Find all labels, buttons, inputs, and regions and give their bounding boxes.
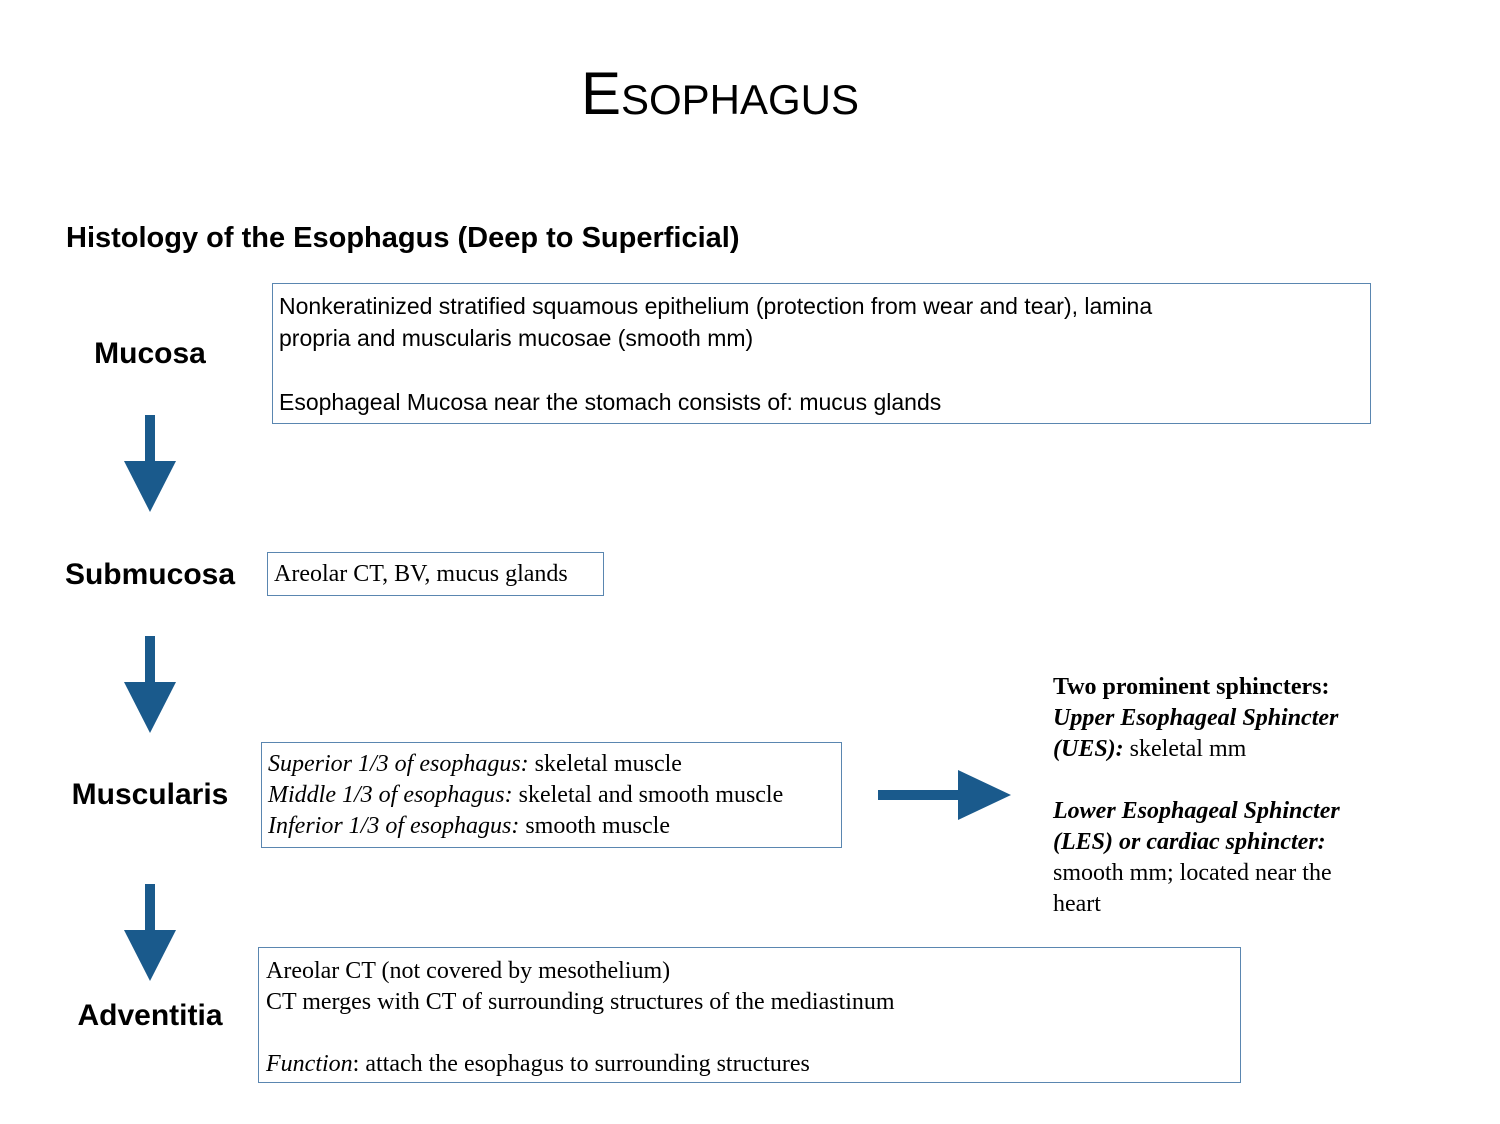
adventitia-text-line: CT merges with CT of surrounding structures of the mediastinum [266,989,895,1015]
muscularis-term: Inferior 1/3 of esophagus: [268,813,520,839]
submucosa-text: Areolar CT, BV, mucus glands [274,561,568,587]
les-description: heart [1053,891,1101,917]
muscularis-row [268,749,841,780]
muscularis-desc: smooth muscle [519,813,670,839]
adventitia-function-term: Function [266,1051,353,1077]
layer-label-submucosa: Submucosa [64,558,236,591]
adventitia-text-line: Areolar CT (not covered by mesothelium) [266,958,671,984]
page-title: Esophagus [580,60,860,127]
ues-line [1053,734,1453,765]
down-arrow-icon [120,636,180,734]
right-arrow-icon [878,768,1013,822]
mucosa-text-line: Esophageal Mucosa near the stomach consists of: mucus glands [279,389,942,415]
adventitia-function-line [266,1049,1240,1080]
ues-term: Upper Esophageal Sphincter [1053,705,1339,731]
mucosa-text-line: propria and muscularis mucosae (smooth mm) [279,325,754,351]
muscularis-term: Superior 1/3 of esophagus: [268,751,529,777]
mucosa-text-line: Nonkeratinized stratified squamous epithelium (protection from wear and tear), lamina [279,293,1153,319]
ues-term-abbrev: (UES): [1053,736,1124,762]
muscularis-desc: skeletal and smooth muscle [512,782,784,808]
down-arrow-icon [120,884,180,982]
sphincter-heading: Two prominent sphincters: [1053,674,1330,700]
diagram-subtitle: Histology of the Esophagus (Deep to Superficial) [66,222,740,254]
adventitia-description-box [258,947,1241,1083]
les-description: smooth mm; located near the [1053,860,1332,886]
layer-label-mucosa: Mucosa [94,337,206,370]
sphincter-notes [1053,672,1453,920]
les-term-abbrev: (LES) or cardiac sphincter: [1053,829,1326,855]
muscularis-row [268,811,841,842]
adventitia-function-desc: : attach the esophagus to surrounding structures [352,1051,810,1077]
submucosa-description-box [267,552,604,596]
les-term: Lower Esophageal Sphincter [1053,798,1340,824]
down-arrow-icon [120,415,180,513]
muscularis-row [268,780,841,811]
layer-label-muscularis: Muscularis [71,778,229,811]
muscularis-desc: skeletal muscle [528,751,682,777]
layer-label-adventitia: Adventitia [77,999,223,1032]
ues-description: skeletal mm [1123,736,1247,762]
mucosa-description-box [272,283,1371,424]
muscularis-description-box [261,742,842,848]
muscularis-term: Middle 1/3 of esophagus: [268,782,513,808]
